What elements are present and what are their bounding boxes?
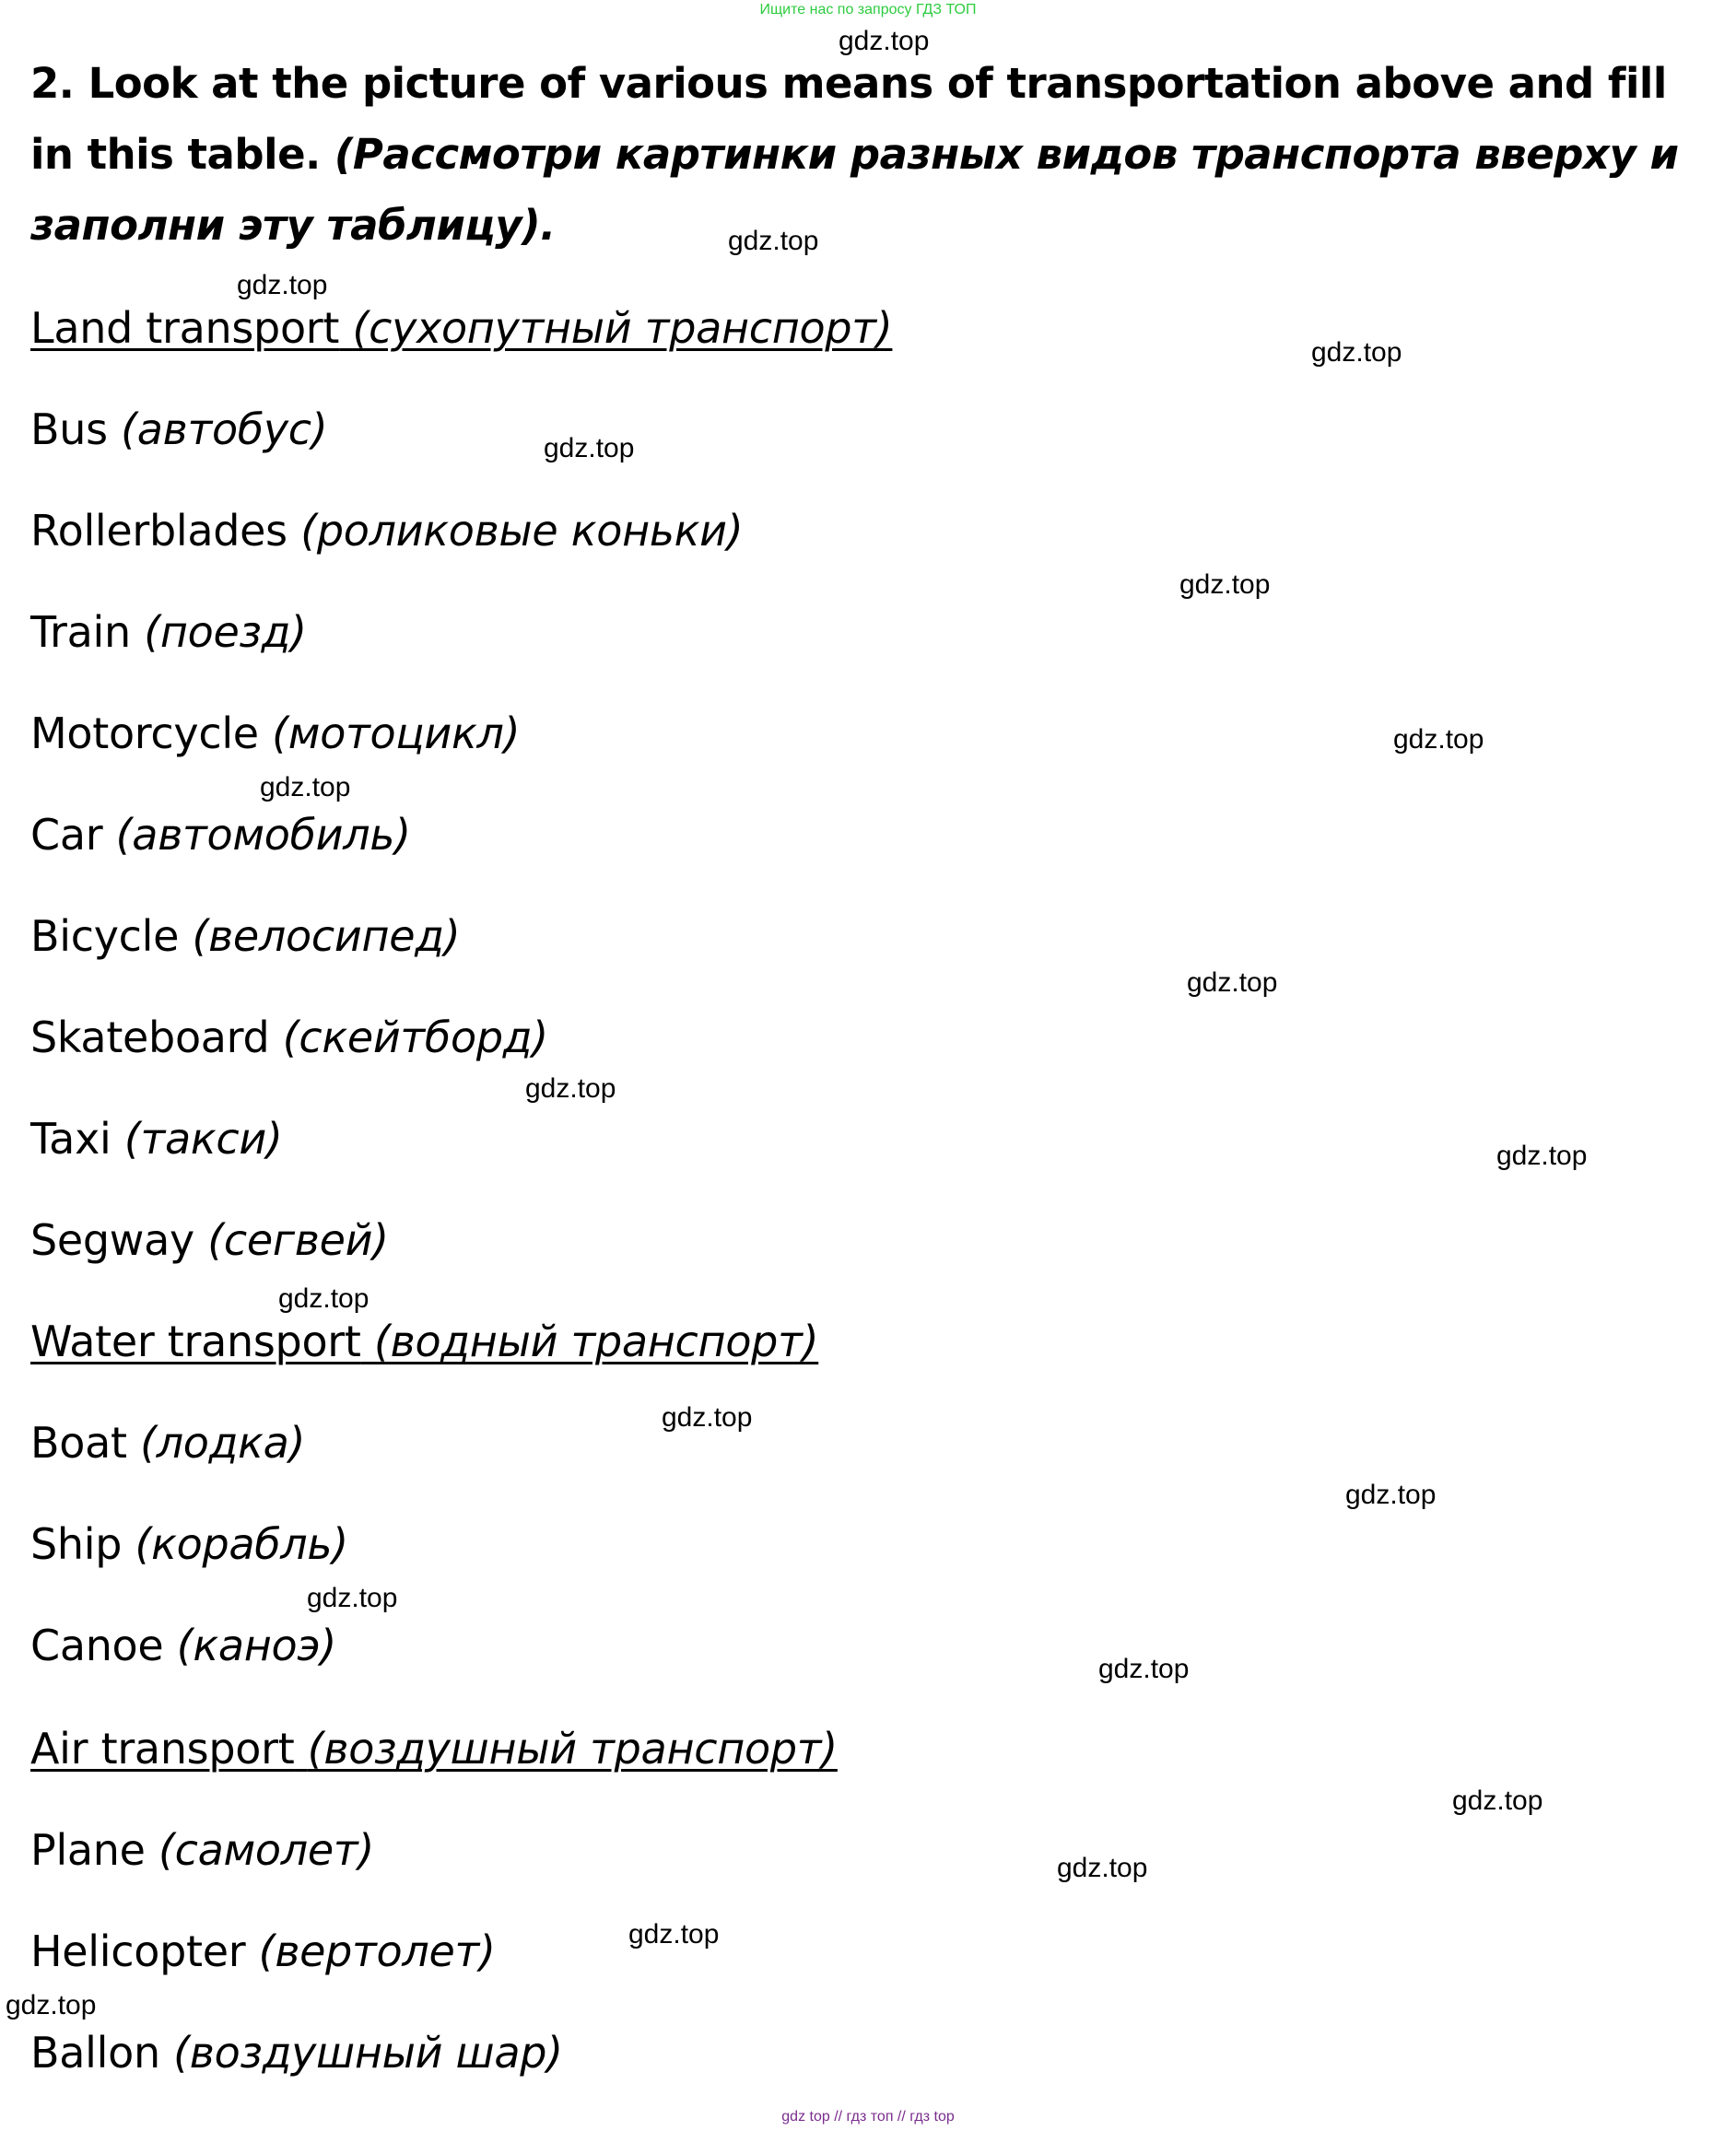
list-item-skateboard: Skateboard (скейтборд) xyxy=(30,1013,548,1062)
watermark: gdz.top xyxy=(1496,1141,1588,1171)
list-item-rollerblades: Rollerblades (роликовые коньки) xyxy=(30,506,744,556)
list-item-ship: Ship (корабль) xyxy=(30,1519,348,1569)
watermark: gdz.top xyxy=(1098,1654,1190,1684)
watermark: gdz.top xyxy=(728,226,819,256)
list-item-helicopter: Helicopter (вертолет) xyxy=(30,1926,496,1976)
task-heading-ru: (Рассмотри картинки разных видов транспорта вверху и заполни эту таблицу). xyxy=(30,130,1679,250)
watermark: gdz.top xyxy=(278,1283,369,1314)
section-air-transport: Air transport (воздушный транспорт) xyxy=(30,1724,838,1774)
watermark: gdz.top xyxy=(628,1919,720,1950)
top-banner: Ищите нас по запросу ГДЗ ТОП xyxy=(759,2,977,18)
list-item-train: Train (поезд) xyxy=(30,607,307,657)
watermark: gdz.top xyxy=(1452,1786,1543,1816)
watermark: gdz.top xyxy=(525,1073,616,1104)
watermark: gdz.top xyxy=(1393,724,1484,755)
watermark: gdz.top xyxy=(307,1583,398,1613)
list-item-segway: Segway (сегвей) xyxy=(30,1215,389,1265)
list-item-plane: Plane (самолет) xyxy=(30,1825,375,1875)
watermark: gdz.top xyxy=(544,433,635,463)
task-heading-en: 2. Look at the picture of various means of transportation above and fill in this table. xyxy=(30,59,1667,179)
section-water-transport: Water transport (водный транспорт) xyxy=(30,1317,819,1366)
watermark: gdz.top xyxy=(6,1990,97,2020)
watermark: gdz.top xyxy=(662,1402,753,1433)
list-item-canoe: Canoe (каноэ) xyxy=(30,1621,336,1670)
list-item-ballon: Ballon (воздушный шар) xyxy=(30,2028,563,2078)
watermark: gdz.top xyxy=(839,26,930,56)
watermark: gdz.top xyxy=(260,772,351,802)
list-item-motorcycle: Motorcycle (мотоцикл) xyxy=(30,708,521,758)
footer-credit: gdz top // гдз топ // гдз top xyxy=(781,2109,955,2125)
watermark: gdz.top xyxy=(237,270,328,300)
list-item-car: Car (автомобиль) xyxy=(30,810,411,860)
task-heading xyxy=(30,48,1717,261)
watermark: gdz.top xyxy=(1057,1853,1148,1883)
watermark: gdz.top xyxy=(1187,967,1278,998)
section-land-transport: Land transport (сухопутный транспорт) xyxy=(30,303,893,353)
watermark: gdz.top xyxy=(1345,1480,1437,1510)
watermark: gdz.top xyxy=(1179,569,1271,600)
list-item-bicycle: Bicycle (велосипед) xyxy=(30,911,461,961)
watermark: gdz.top xyxy=(1311,337,1402,368)
list-item-boat: Boat (лодка) xyxy=(30,1418,306,1468)
list-item-bus: Bus (автобус) xyxy=(30,404,328,454)
list-item-taxi: Taxi (такси) xyxy=(30,1114,283,1164)
